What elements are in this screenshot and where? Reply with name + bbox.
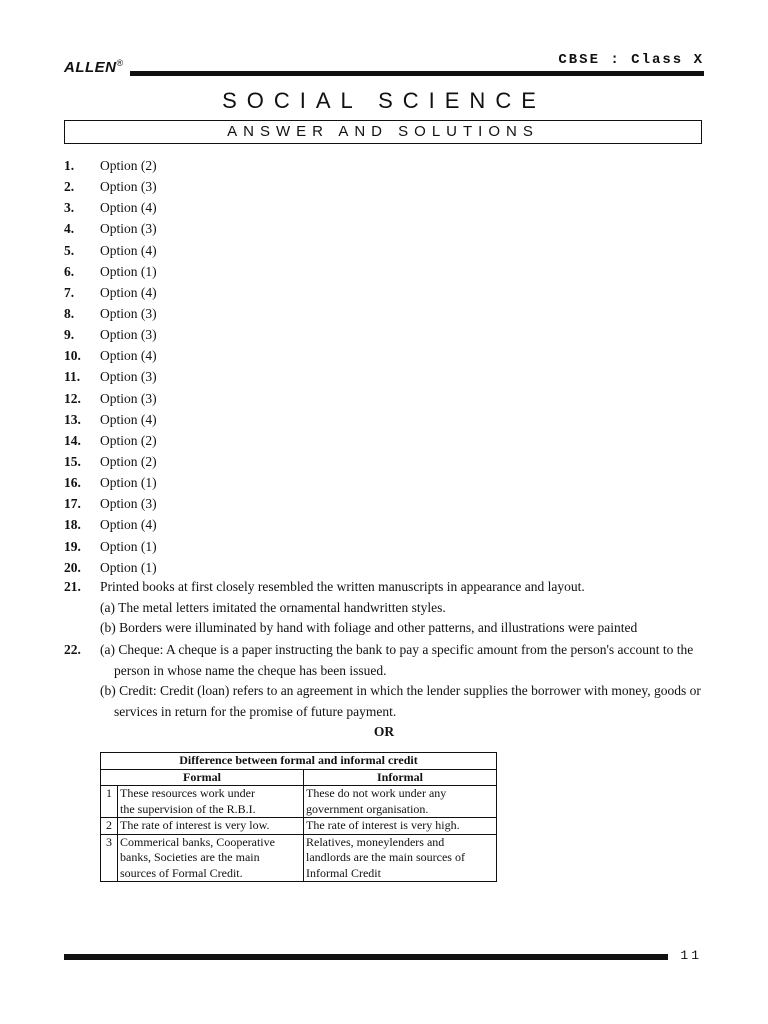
answer-number: 19. <box>64 538 81 554</box>
answer-number: 17. <box>64 496 81 512</box>
question-22 <box>64 640 704 722</box>
answer-row <box>64 430 704 451</box>
allen-logo: ALLEN® <box>64 58 124 76</box>
answer-option: Option (4) <box>100 411 157 427</box>
page-header <box>64 52 704 82</box>
answer-row <box>64 197 704 218</box>
class-label: CBSE : Class X <box>558 52 704 68</box>
answer-row <box>64 176 704 197</box>
answer-row <box>64 451 704 472</box>
informal-line: government organisation. <box>306 801 429 816</box>
answer-row <box>64 514 704 535</box>
informal-line: Informal Credit <box>306 865 381 880</box>
informal-line: The rate of interest is very high. <box>306 818 460 832</box>
q22-part-b-line2: services in return for the promise of future payment. <box>114 703 397 719</box>
answer-row <box>64 324 704 345</box>
formal-cell <box>118 818 304 835</box>
formal-line: The rate of interest is very low. <box>120 818 270 832</box>
table-body <box>101 786 497 882</box>
answer-number: 12. <box>64 390 81 406</box>
formal-line: Commerical banks, Cooperative <box>120 834 275 849</box>
answer-option: Option (3) <box>100 369 157 385</box>
answer-number: 14. <box>64 432 81 448</box>
answer-option: Option (2) <box>100 158 157 173</box>
table-caption: Difference between formal and informal credit <box>101 753 497 770</box>
table-row <box>101 786 497 818</box>
answer-option: Option (4) <box>100 200 157 216</box>
formal-cell <box>118 786 304 818</box>
answer-number: 11. <box>64 369 81 385</box>
informal-cell <box>304 786 497 818</box>
answer-row <box>64 155 704 176</box>
answer-option: Option (3) <box>100 496 157 512</box>
answer-option: Option (4) <box>100 242 157 258</box>
answer-number: 4. <box>64 221 75 237</box>
answer-option: Option (1) <box>100 559 157 575</box>
answer-number: 9. <box>64 327 75 343</box>
formal-line: These resources work under <box>120 786 255 800</box>
informal-line: These do not work under any <box>306 786 447 800</box>
answer-row <box>64 493 704 514</box>
answer-row <box>64 303 704 324</box>
answer-option: Option (1) <box>100 475 157 491</box>
q21-part-b: (b) Borders were illuminated by hand with foliage and other patterns, and illustrations were painted <box>100 620 638 635</box>
row-serial: 3 <box>101 834 118 882</box>
q21-part-a: (a) The metal letters imitated the ornamental handwritten styles. <box>100 599 446 615</box>
answer-row <box>64 240 704 261</box>
informal-line: Relatives, moneylenders and <box>306 834 445 849</box>
subtitle-box: ANSWER AND SOLUTIONS <box>64 120 702 144</box>
answer-row <box>64 218 704 239</box>
page-number: 11 <box>680 948 702 963</box>
table-row <box>101 818 497 835</box>
answer-number: 8. <box>64 305 75 321</box>
answer-option: Option (3) <box>100 179 157 195</box>
answer-number: 5. <box>64 242 75 258</box>
answer-option: Option (1) <box>100 538 157 554</box>
answer-number: 15. <box>64 453 81 469</box>
header-rule <box>130 71 704 76</box>
answer-number: 3. <box>64 200 75 216</box>
formal-line: sources of Formal Credit. <box>120 865 243 880</box>
answer-row <box>64 409 704 430</box>
answer-option: Option (4) <box>100 517 157 533</box>
answer-option: Option (3) <box>100 327 157 343</box>
q22-part-a-line1: (a) Cheque: A cheque is a paper instructing the bank to pay a specific amount from the person's account to the <box>100 642 694 657</box>
or-separator: OR <box>373 724 395 739</box>
formal-line: banks, Societies are the main <box>120 850 260 864</box>
answer-option: Option (3) <box>100 390 157 406</box>
answer-option: Option (2) <box>100 453 157 469</box>
answer-row <box>64 388 704 409</box>
answer-option: Option (3) <box>100 305 157 321</box>
answer-number: 7. <box>64 284 75 300</box>
informal-cell <box>304 834 497 882</box>
formal-line: the supervision of the R.B.I. <box>120 801 256 816</box>
answer-option: Option (4) <box>100 348 157 364</box>
column-header-formal: Formal <box>101 769 304 786</box>
q21-intro: Printed books at first closely resembled the written manuscripts in appearance and layout. <box>100 579 585 594</box>
answer-row <box>64 261 704 282</box>
credit-comparison-table <box>100 752 497 882</box>
answer-number: 20. <box>64 559 81 575</box>
question-number: 22. <box>64 642 81 657</box>
answer-number: 6. <box>64 263 75 279</box>
answer-option: Option (4) <box>100 284 157 300</box>
page-title: SOCIAL SCIENCE <box>222 88 546 113</box>
answer-number: 16. <box>64 475 81 491</box>
answer-option: Option (2) <box>100 432 157 448</box>
answer-row <box>64 366 704 387</box>
answer-row <box>64 472 704 493</box>
q22-part-b-line1: (b) Credit: Credit (loan) refers to an agreement in which the lender supplies the borrower with money, goods or <box>100 683 701 698</box>
footer-rule <box>64 954 668 960</box>
table-caption-row <box>101 753 497 770</box>
informal-line: landlords are the main sources of <box>306 850 465 864</box>
informal-cell <box>304 818 497 835</box>
table-row <box>101 834 497 882</box>
answer-number: 1. <box>64 158 75 173</box>
row-serial: 1 <box>101 786 118 818</box>
table-header-row <box>101 769 497 786</box>
answer-option: Option (1) <box>100 263 157 279</box>
answer-number: 13. <box>64 411 81 427</box>
answer-list <box>64 155 704 578</box>
answer-row <box>64 557 704 578</box>
answer-number: 2. <box>64 179 75 195</box>
question-21 <box>64 577 704 639</box>
answer-option: Option (3) <box>100 221 157 237</box>
q22-part-a-line2: person in whose name the cheque has been issued. <box>114 662 387 678</box>
row-serial: 2 <box>101 818 118 835</box>
answer-row <box>64 345 704 366</box>
answer-row <box>64 282 704 303</box>
formal-cell <box>118 834 304 882</box>
column-header-informal: Informal <box>304 769 497 786</box>
answer-number: 10. <box>64 348 81 364</box>
answer-number: 18. <box>64 517 81 533</box>
question-number: 21. <box>64 579 81 594</box>
answer-row <box>64 536 704 557</box>
